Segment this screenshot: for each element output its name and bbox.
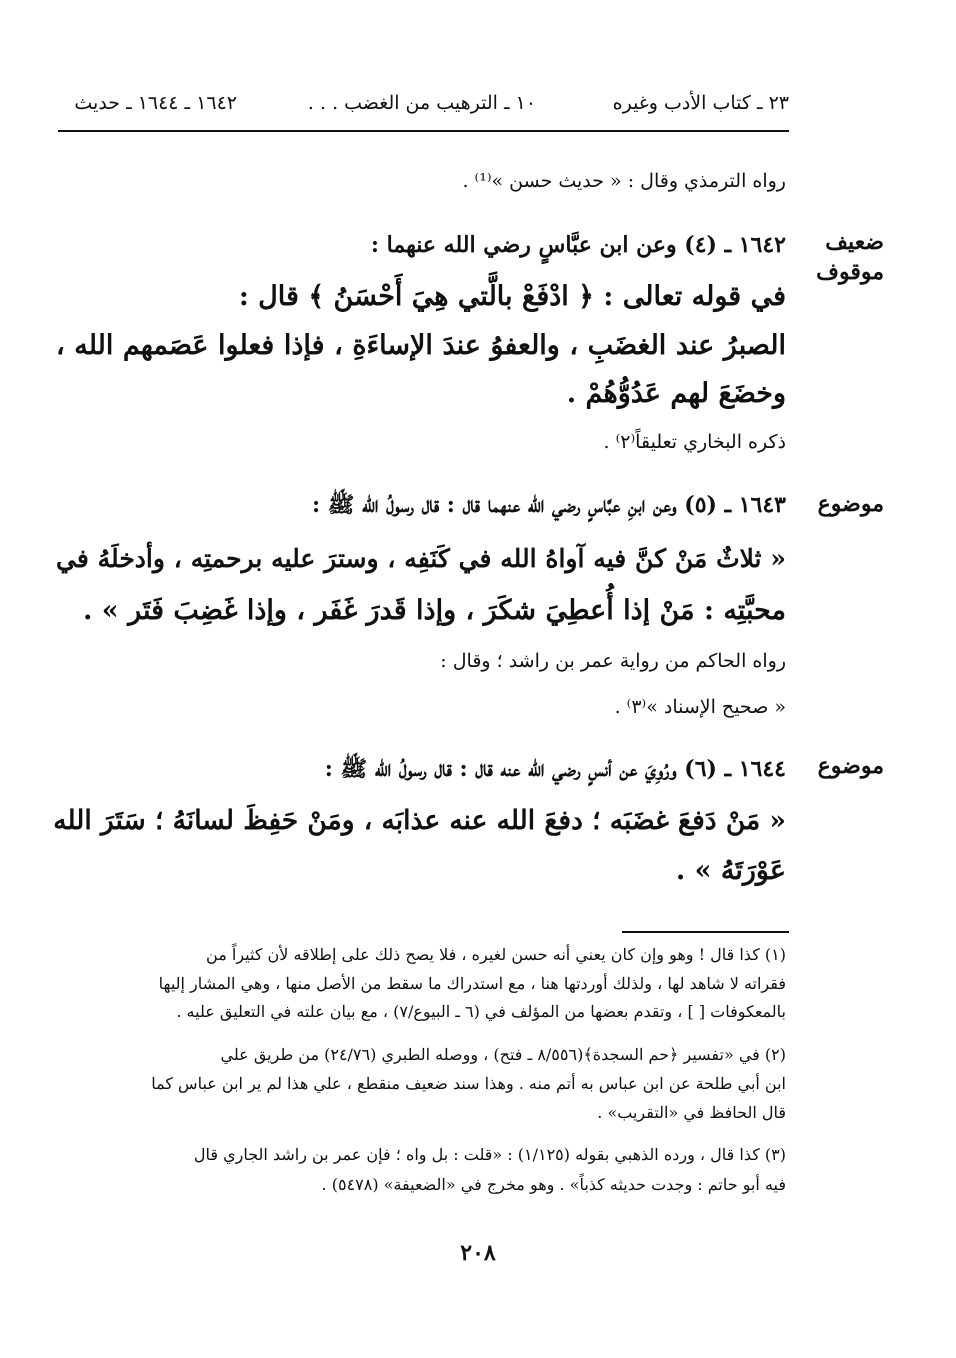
grade-1644: موضوع <box>817 753 884 779</box>
footnote-1-line-2: فقراته لا شاهد لها ، ولذلك أوردتها هنا ، مع استدراك ما سقط من الأصل منها ، وهي المشار إليها <box>158 974 786 993</box>
hadith-1642-text-2: الصبرُ عند الغضَبِ ، والعفوُ عندَ الإساءَةِ ، فإذا فعلوا عَصَمهم الله ، <box>56 330 786 361</box>
grade-1642 <box>816 228 884 287</box>
header-range: ١٦٤٢ ـ ١٦٤٤ ـ حديث <box>74 92 237 114</box>
hadith-1642-text-1: في قوله تعالى : ﴿ ادْفَعْ بالَّتي هِيَ أَحْسَنُ ﴾ قال : <box>238 281 786 312</box>
hadith-1644-text-1: « مَنْ دَفعَ غضَبَه ؛ دفعَ الله عنه عذابَه ، ومَنْ حَفِظَ لسانَهُ ؛ سَتَرَ الله <box>53 805 786 836</box>
footnote-2-line-2: ابن أبي طلحة عن ابن عباس به أتم منه . وهذا سند ضعيف منقطع ، علي هذا لم ير ابن عباس كما <box>151 1074 786 1093</box>
footnote-1-line-3: بالمعكوفات [ ] ، وتقدم بعضها من المؤلف في (٦ ـ البيوع/٧) ، مع بيان علته في التعليق عليه . <box>176 1002 786 1021</box>
hadith-1642-note: ذكره البخاري تعليقاً⁽٢⁾ . <box>603 431 786 453</box>
hadith-1642-intro: ١٦٤٢ ـ (٤) وعن ابن عبَّاسٍ رضي الله عنهما : <box>370 232 786 258</box>
footnote-1-line-1: (١) كذا قال ! وهو وإن كان يعني أنه حسن لغيره ، فلا يصح ذلك على إطلاقه لأن كثيراً من <box>206 945 786 964</box>
header-chapter: ٢٣ ـ كتاب الأدب وغيره <box>612 92 789 114</box>
tirmidhi-line: رواه الترمذي وقال : « حديث حسن »⁽¹⁾ . <box>462 170 786 192</box>
grade-1643: موضوع <box>817 491 884 517</box>
hadith-1642-text-3: وخضَعَ لهم عَدُوُّهُمْ . <box>566 378 786 409</box>
hadith-1644-intro: ١٦٤٤ ـ (٦) ورُوِيَ عن أنسٍ رضي الله عنه قال : قال رسولُ الله ﷺ : <box>324 756 786 782</box>
header-rule <box>58 130 789 132</box>
header-section: ١٠ ـ الترهيب من الغضب . . . <box>307 92 536 114</box>
hadith-1644-text-2: عَوْرَتَهُ » . <box>675 855 786 886</box>
page-number: ٢٠٨ <box>460 1240 496 1266</box>
footnote-3-line-2: فيه أبو حاتم : وجدت حديثه كذباً» . وهو مخرج في «الضعيفة» (٥٤٧٨) . <box>321 1175 786 1194</box>
hadith-1643-intro: ١٦٤٣ ـ (٥) وعن ابنِ عبَّاسٍ رضي الله عنهما قال : قال رسولُ الله ﷺ : <box>312 492 786 518</box>
hadith-1643-text-1: « ثلاثٌ مَنْ كنَّ فيه آواهُ الله في كَنَفِه ، وسترَ عليه برحمتِه ، وأدخلَهُ في <box>56 544 786 573</box>
grade-1642-line2: موقوف <box>816 258 884 285</box>
grade-1642-line1: ضعيف <box>825 229 884 255</box>
footnote-2-line-3: قال الحافظ في «التقريب» . <box>597 1103 786 1122</box>
hadith-1643-note-1: رواه الحاكم من رواية عمر بن راشد ؛ وقال : <box>440 650 786 672</box>
footnote-2-line-1: (٢) في «تفسير ﴿حم السجدة﴾(٨/٥٥٦ ـ فتح) ، ووصله الطبري (٢٤/٧٦) من طريق علي <box>220 1045 786 1064</box>
footnote-rule <box>622 931 789 933</box>
hadith-1643-text-2: محبَّتِه : مَنْ إذا أُعطِيَ شكَرَ ، وإذا قَدرَ غَفَر ، وإذا غَضِبَ فَتَر » . <box>83 595 786 626</box>
footnote-3-line-1: (٣) كذا قال ، ورده الذهبي بقوله (١/١٢٥) : «قلت : بل واه ؛ فإن عمر بن راشد الجاري قال <box>193 1145 786 1164</box>
hadith-1643-note-2: « صحيح الإسناد »⁽٣⁾ . <box>614 696 786 718</box>
